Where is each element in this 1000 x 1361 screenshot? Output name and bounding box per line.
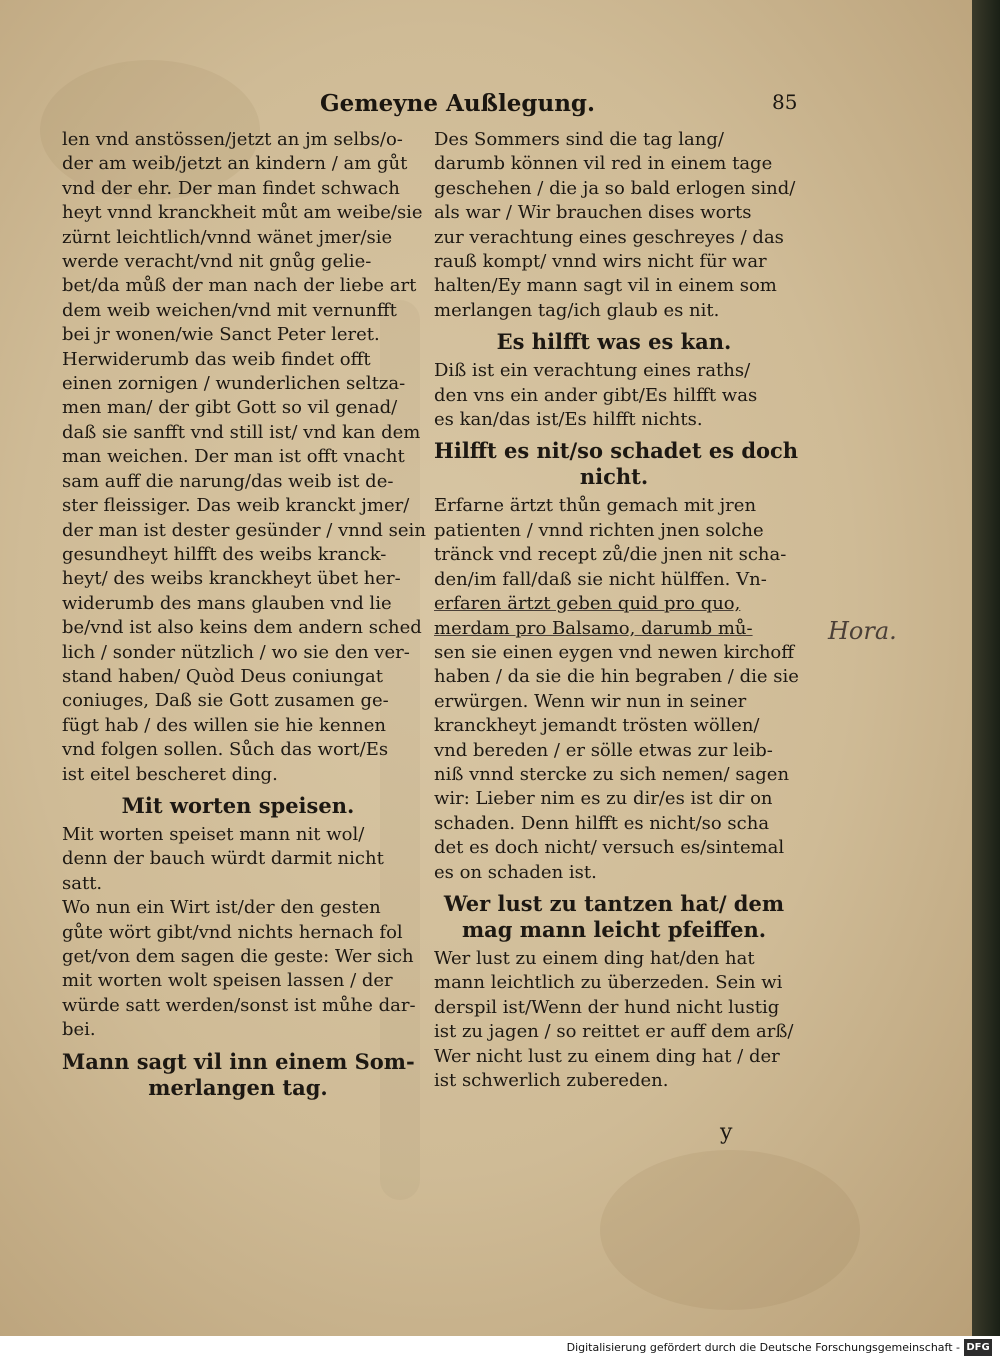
text-line: Diß ist ein verachtung eines raths/ [434,360,751,382]
text-line: Des Sommers sind die tag lang/ [434,129,724,150]
text-line: werde veracht/vnd nit gnůg gelie- [62,251,372,273]
right-text-column [434,128,799,1093]
section-heading: mag mann leicht pfeiffen. [461,916,767,942]
text-line: rauß kompt/ vnnd wirs nicht für war [434,251,767,273]
text-line: kranckheyt jemandt trösten wöllen/ [434,715,760,737]
text-line: det es doch nicht/ versuch es/sintemal [434,837,785,859]
footer-credit: Digitalisierung gefördert durch die Deutsche Forschungsgemeinschaft - [566,1341,960,1354]
text-line: schaden. Denn hilfft es nicht/so scha [434,812,770,834]
text-line: coniuges, Daß sie Gott zusamen ge- [62,690,389,712]
text-line: halten/Ey mann sagt vil in einem som [434,275,777,297]
paper-stain [600,1150,860,1310]
text-line: gesundheyt hilfft des weibs kranck- [62,543,387,565]
text-line: haben / da sie die hin begraben / die sie [434,666,799,688]
section-heading: Mit worten speisen. [121,792,355,818]
text-line: bei. [62,1019,96,1041]
text-line: den/im fall/daß sie nicht hülffen. Vn- [434,568,767,590]
text-line: heyt vnnd kranckheit můt am weibe/sie [62,202,423,224]
text-line: darumb können vil red in einem tage [434,153,773,175]
text-line: patienten / vnnd richten jnen solche [434,519,764,541]
text-line: ist schwerlich zubereden. [434,1070,669,1091]
text-line: Wer lust zu einem ding hat/den hat [434,947,755,969]
section-heading: Mann sagt vil inn einem Som- [62,1048,415,1074]
text-line: als war / Wir brauchen dises worts [434,202,752,224]
text-line: satt. [62,872,103,894]
section-heading: Wer lust zu tantzen hat/ dem [443,890,785,916]
text-line: zürnt leichtlich/vnnd wänet jmer/sie [62,226,393,248]
section-heading: nicht. [579,464,649,490]
text-line: wir: Lieber nim es zu dir/es ist dir on [434,788,773,810]
text-line: lich / sonder nützlich / wo sie den ver- [62,641,410,663]
text-line: vnd bereden / er sölle etwas zur leib- [434,739,773,761]
text-line: einen zornigen / wunderlichen seltza- [62,373,406,395]
section-heading: Es hilfft was es kan. [496,329,732,355]
text-line: be/vnd ist also keins dem andern sched [62,617,422,639]
text-line: sam auff die narung/das weib ist de- [62,470,394,492]
text-line: heyt/ des weibs kranckheyt übet her- [62,568,401,590]
text-line: bet/da můß der man nach der liebe art [62,275,417,297]
text-line: vnd der ehr. Der man findet schwach [62,177,400,199]
text-line: derspil ist/Wenn der hund nicht lustig [434,996,780,1018]
text-line: merlangen tag/ich glaub es nit. [434,299,720,321]
text-line: der am weib/jetzt an kindern / am gůt [62,153,408,175]
text-line: bei jr wonen/wie Sanct Peter leret. [62,324,380,346]
text-line: geschehen / die ja so bald erlogen sind/ [434,177,796,199]
text-line: Erfarne ärtzt thůn gemach mit jren [434,495,757,517]
text-line: es on schaden ist. [434,861,597,883]
text-line: man weichen. Der man ist offt vnacht [62,446,405,468]
text-line: men man/ der gibt Gott so vil genad/ [62,397,398,419]
handwritten-margin-note: Hora. [828,617,897,645]
text-line: niß vnnd stercke zu sich nemen/ sagen [434,763,790,785]
text-line: ster fleissiger. Das weib kranckt jmer/ [62,495,410,517]
text-line: ist eitel bescheret ding. [62,763,278,785]
text-line: Herwiderumb das weib findet offt [62,348,371,370]
text-line: merdam pro Balsamo, darumb mů- [434,617,753,639]
text-line: fügt hab / des willen sie hie kennen [62,714,386,736]
text-line: zur verachtung eines geschreyes / das [434,226,784,248]
running-head: Gemeyne Außlegung. [320,90,596,117]
signature-mark: y [720,1120,733,1145]
text-line: Wo nun ein Wirt ist/der den gesten [62,897,381,919]
left-text-column [62,128,426,1105]
text-line: daß sie sanfft vnd still ist/ vnd kan dem [62,421,421,443]
text-line: der man ist dester gesünder / vnnd sein [62,519,426,541]
text-line: widerumb des mans glauben vnd lie [62,592,392,614]
text-line: gůte wört gibt/vnd nichts hernach fol [62,921,403,943]
text-line: denn der bauch würdt darmit nicht [62,848,384,870]
text-line: ist zu jagen / so reittet er auff dem arß/ [434,1021,794,1043]
text-line: tränck vnd recept zů/die jnen nit scha- [434,544,787,566]
text-line: sen sie einen eygen vnd newen kirchoff [434,641,795,663]
section-heading: merlangen tag. [148,1074,328,1100]
text-line: würde satt werden/sonst ist můhe dar- [62,994,416,1016]
text-line: get/von dem sagen die geste: Wer sich [62,946,414,967]
dfg-logo: DFG [964,1339,992,1356]
text-line: erfaren ärtzt geben quid pro quo, [434,593,741,615]
text-line: Mit worten speiset mann nit wol/ [62,823,365,845]
scan-background-edge [972,0,1000,1336]
text-line: erwürgen. Wenn wir nun in seiner [434,690,747,712]
footer-bar [0,1336,1000,1361]
text-line: es kan/das ist/Es hilfft nichts. [434,409,703,431]
text-line: den vns ein ander gibt/Es hilfft was [434,384,758,406]
text-line: stand haben/ Quòd Deus coniungat [62,665,383,687]
text-line: mann leichtlich zu überzeden. Sein wi [434,972,783,994]
text-line: mit worten wolt speisen lassen / der [62,970,393,992]
text-line: dem weib weichen/vnd mit vernunfft [62,299,397,321]
text-line: len vnd anstössen/jetzt an jm selbs/o- [62,129,403,150]
text-line: vnd folgen sollen. Sůch das wort/Es [62,739,389,761]
text-line: Wer nicht lust zu einem ding hat / der [434,1045,780,1067]
section-heading: Hilfft es nit/so schadet es doch [434,438,799,464]
page-number: 85 [772,90,798,114]
